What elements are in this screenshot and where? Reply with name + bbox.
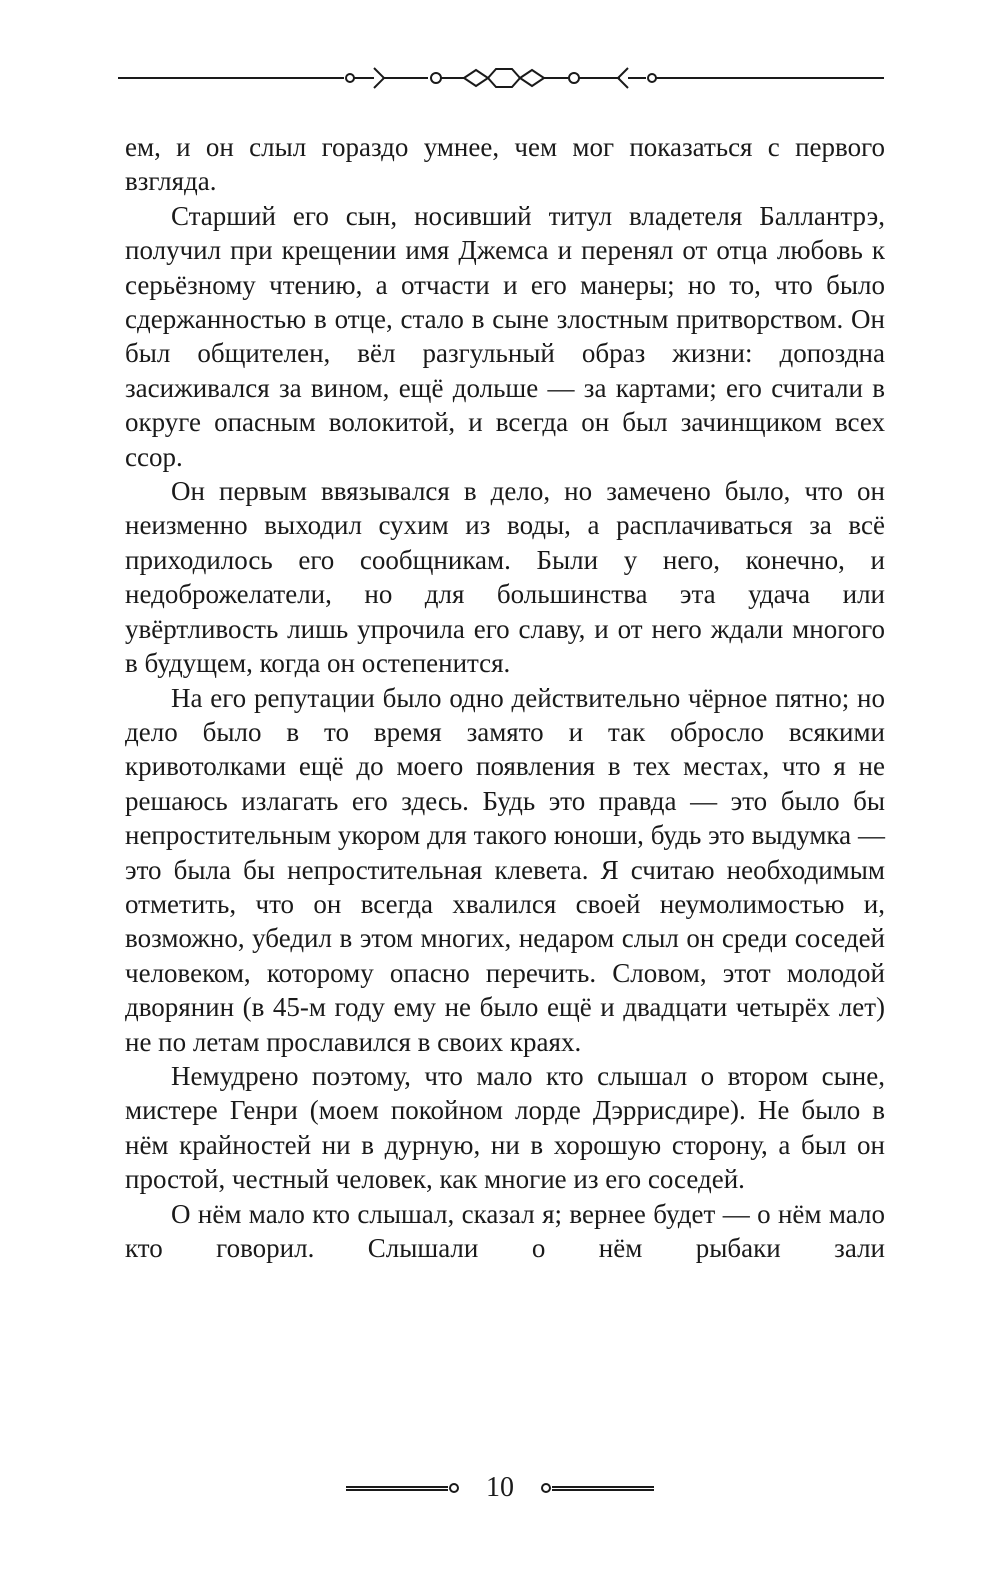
page-footer [340,1468,660,1508]
page-number: 10 [470,1468,530,1508]
paragraph: На его репутации было одно действительно чёрное пятно; но дело было в то время замято и так обросло всякими кривотолками ещё до моего появления в тех местах, что я не решаюсь излагать его здесь. Будь это правда — это было бы непростительным укором для такого юноши, будь это выдумка — это была бы непростительная клевета. Я считаю необходимым отметить, что он всегда хвалился своей неумолимостью и, возможно, убедил в этом многих, недаром слыл он среди соседей человеком, которому опасно перечить. Словом, этот молодой дворянин (в 45-м году ему не было ещё и двадцати четырёх лет) не по летам прославился в своих краях. [125,682,885,1057]
header-ornament [118,58,884,98]
page-body-text [125,130,885,1265]
paragraph: О нём мало кто слышал, сказал я; вернее будет — о нём мало кто говорил. Слышали о нём рыбаки зали [125,1198,885,1263]
paragraph: Старший его сын, носивший титул владетеля Баллантрэ, получил при крещении имя Джемса и перенял от отца любовь к серьёзному чтению, а отчасти и его манеры; но то, что было сдержанностью в отце, стало в сыне злостным притворством. Он был общителен, вёл разгульный образ жизни: допоздна засиживался за вином, ещё дольше — за картами; его считали в округе опасным волокитой, и всегда он был зачинщиком всех ссор. [125,200,885,472]
paragraph: Немудрено поэтому, что мало кто слышал о втором сыне, мистере Генри (моем покойном лорде Дэррисдире). Не было в нём крайностей ни в дурную, ни в хорошую сторону, а был он простой, честный человек, как многие из его соседей. [125,1060,885,1195]
paragraph: Он первым ввязывался в дело, но замечено было, что он неизменно выходил сухим из воды, а расплачиваться за всё приходилось его сообщникам. Были у него, конечно, и недоброжелатели, но для большинства эта удача или увёртливость лишь упрочила его славу, и от него ждали многого в будущем, когда он остепенится. [125,476,885,679]
paragraph: ем, и он слыл гораздо умнее, чем мог показаться с первого взгляда. [125,132,885,197]
